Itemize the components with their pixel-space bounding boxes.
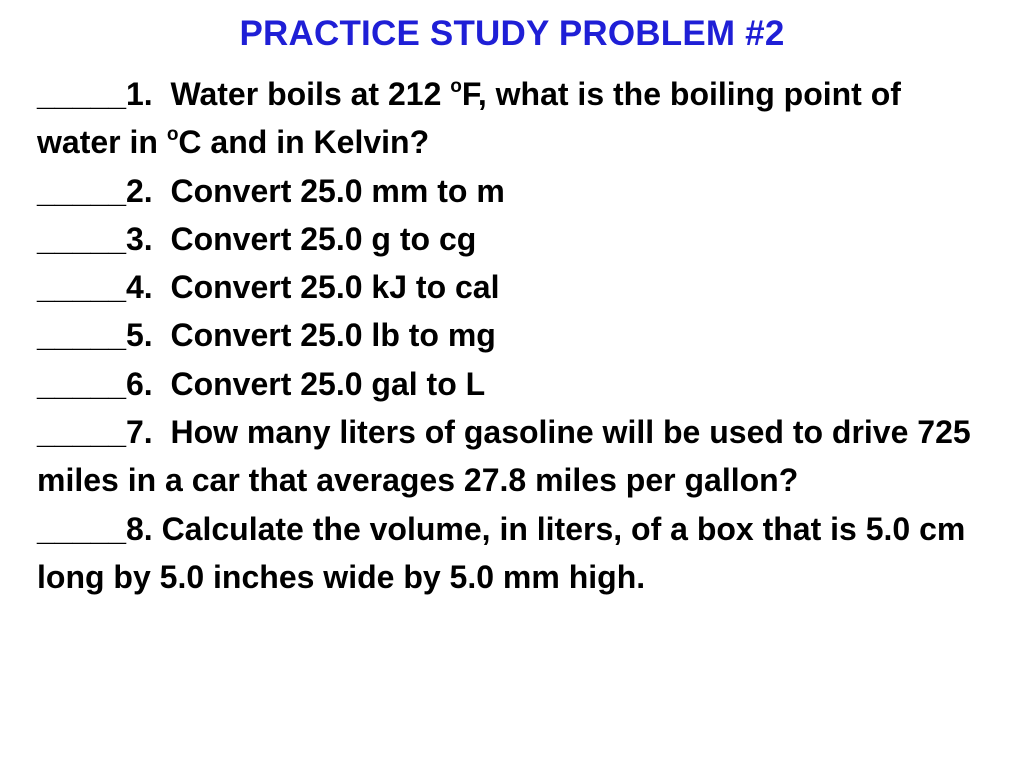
- problem-text-part: C and in Kelvin?: [178, 124, 430, 161]
- gap: [153, 511, 162, 547]
- gap: [153, 414, 171, 450]
- problem-3: [37, 215, 987, 263]
- problem-text: Convert 25.0 mm to m: [170, 172, 505, 209]
- problem-number: 3.: [125, 220, 153, 257]
- problem-5: [37, 311, 987, 359]
- problem-number: 6.: [125, 365, 153, 402]
- problem-number: 2.: [125, 172, 153, 209]
- problem-number: 4.: [125, 269, 153, 306]
- gap: [153, 269, 171, 305]
- answer-blank: _____: [37, 220, 126, 257]
- problem-text: Calculate the volume, in liters, of a box that is 5.0 cm long by 5.0 inches wide by 5.0 mm high.: [37, 510, 975, 595]
- problem-2: [37, 167, 987, 215]
- problem-text: How many liters of gasoline will be used to drive 725 miles in a car that averages 27.8 miles per gallon?: [37, 414, 980, 499]
- degree-superscript: o: [450, 76, 462, 97]
- problem-text: Convert 25.0 kJ to cal: [170, 269, 500, 306]
- problem-text-part: F, what is the boiling point of water in: [37, 76, 910, 161]
- problem-6: [37, 360, 987, 408]
- gap: [153, 76, 171, 112]
- answer-blank: _____: [37, 269, 126, 306]
- answer-blank: _____: [37, 172, 126, 209]
- problem-list: [37, 70, 987, 601]
- answer-blank: _____: [37, 414, 126, 451]
- answer-blank: _____: [37, 76, 126, 112]
- problem-number: 8.: [125, 510, 153, 547]
- problem-4: [37, 263, 987, 311]
- problem-1: [37, 70, 987, 167]
- problem-text: Convert 25.0 g to cg: [170, 220, 477, 257]
- problem-text: Convert 25.0 lb to mg: [170, 317, 496, 354]
- gap: [153, 173, 171, 209]
- degree-superscript: o: [166, 124, 179, 146]
- problem-number: 7.: [125, 414, 153, 451]
- problem-number: 5.: [125, 317, 153, 354]
- problem-7: [37, 408, 987, 505]
- problem-number: 1.: [125, 76, 153, 112]
- gap: [153, 366, 171, 402]
- answer-blank: _____: [37, 510, 126, 547]
- problem-text: Convert 25.0 gal to L: [170, 365, 486, 402]
- answer-blank: _____: [37, 317, 126, 354]
- problem-text-part: Water boils at 212: [170, 76, 451, 112]
- problem-8: [37, 505, 987, 602]
- answer-blank: _____: [37, 365, 126, 402]
- gap: [153, 221, 171, 257]
- slide-title: PRACTICE STUDY PROBLEM #2: [239, 14, 785, 53]
- gap: [153, 317, 171, 353]
